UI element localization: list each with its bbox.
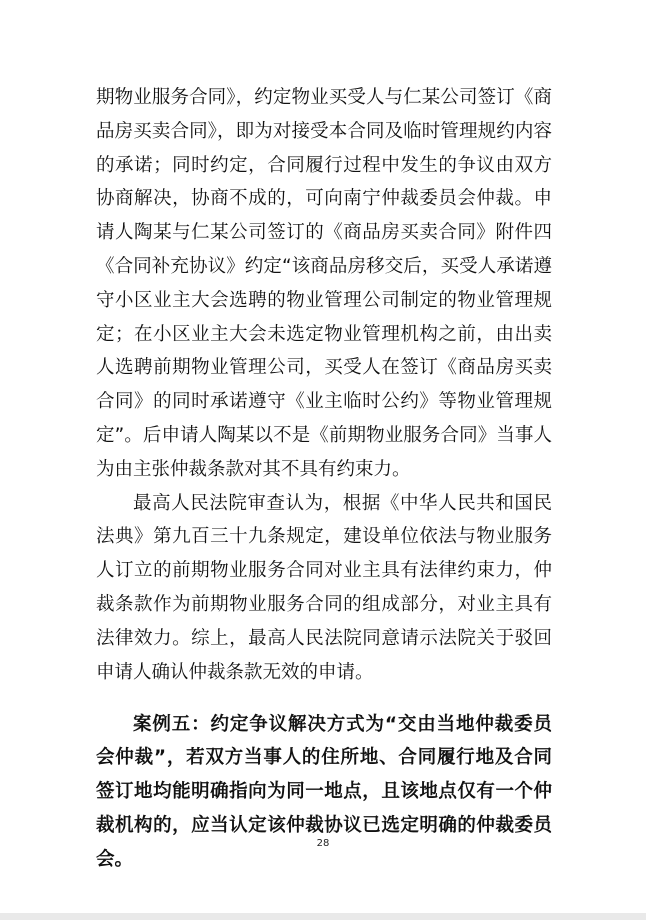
document-body (96, 81, 552, 689)
paragraph-contract-terms: 期物业服务合同》，约定物业买受人与仁某公司签订《商品房买卖合同》，即为对接受本合同及临时管理规约内容的承诺；同时约定，合同履行过程中发生的争议由双方协商解决，协商不成的，可向南宁仲裁委员会仲裁。申请人陶某与仁某公司签订的《商品房买卖合同》附件四《合同补充协议》约定“该商品房移交后，买受人承诺遵守小区业主大会选聘的物业管理公司制定的物业管理规定；在小区业主大会未选定物业管理机构之前，由出卖人选聘前期物业管理公司，买受人在签订《商品房买卖合同》的同时承诺遵守《业主临时公约》等物业管理规定”。后申请人陶某以不是《前期物业服务合同》当事人为由主张仲裁条款对其不具有约束力。 (96, 87, 552, 480)
page-number: 28 (316, 838, 330, 849)
paragraph-court-ruling: 最高人民法院审查认为，根据《中华人民共和国民法典》第九百三十九条规定，建设单位依法与物业服务人订立的前期物业服务合同对业主具有法律约束力，仲裁条款作为前期物业服务合同的组成部分，对业主具有法律效力。综上，最高人民法院同意请示法院关于驳回申请人确认仲裁条款无效的申请。 (96, 492, 552, 683)
case-five-heading: 案例五：约定争议解决方式为“交由当地仲裁委员会仲裁”，若双方当事人的住所地、合同履行地及合同签订地均能明确指向为同一地点，且该地点仅有一个仲裁机构的，应当认定该仲裁协议已选定明确的仲裁委员会。 (96, 713, 552, 870)
